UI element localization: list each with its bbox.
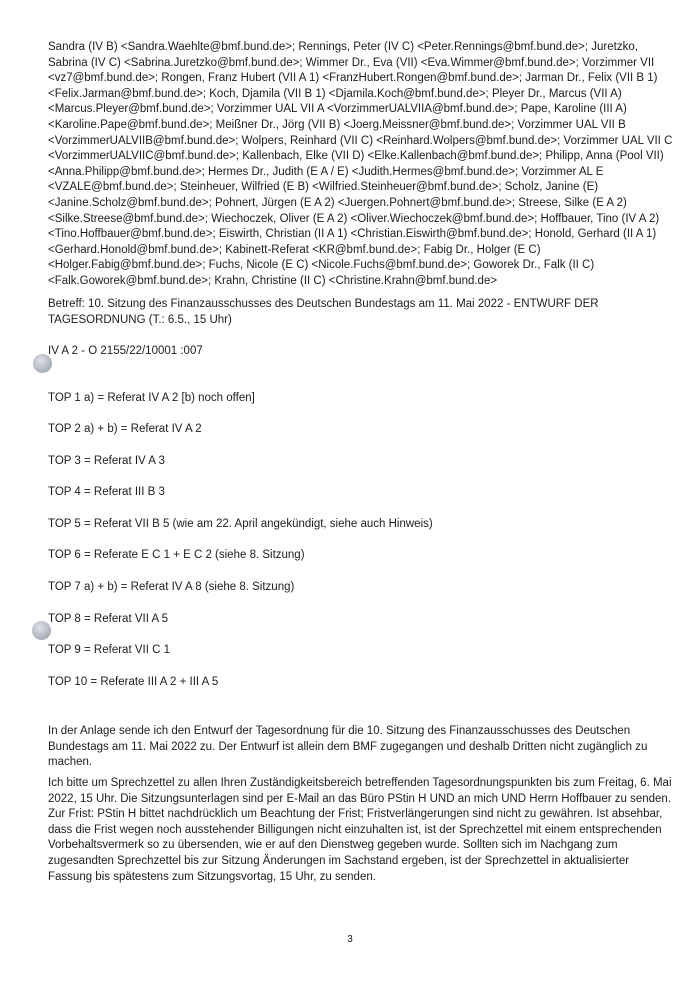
body-paragraph-enclosure: In der Anlage sende ich den Entwurf der Tagesordnung für die 10. Sitzung des Finanzausschusses des Deutschen Bundestags am 11. Mai 2022 zu. Der Entwurf ist allein dem BMF zugegangen und deshalb Dritten nicht zugänglich zu machen. [48, 725, 648, 769]
email-subject: Betreff: 10. Sitzung des Finanzausschusses des Deutschen Bundestags am 11. Mai 2022 - ENTWURF DER TAGESORDNUNG (T.: 6.5., 15 Uhr) [48, 298, 599, 326]
agenda-item: TOP 2 a) + b) = Referat IV A 2 [48, 423, 202, 435]
reference-number: IV A 2 - O 2155/22/10001 :007 [48, 345, 203, 357]
body-paragraph-request: Ich bitte um Sprechzettel zu allen Ihren Zuständigkeitsbereich betreffenden Tagesordnungspunkten bis zum Freitag, 6. Mai 2022, 15 Uhr. Die Sitzungsunterlagen sind per E-Mail an das Büro PStin H UND an mich UND Herrn Hoffbauer zu senden. Zur Frist: PStin H bittet nachdrücklich um Beachtung der Frist; Fristverlängerungen sind nicht zu gewähren. Ist absehbar, dass die Frist wegen noch ausstehender Billigungen nicht einzuhalten ist, ist der Sprechzettel mit einem entsprechenden Vorbehaltsvermerk so zu übersenden, wie er auf den Dienstweg gegeben wurde. Sollten sich im Nachgang zum zugesandten Sprechzettel bis zur Sitzung Änderungen im Sachstand ergeben, ist der Sprechzettel in aktualisierter Fassung bis spätestens zum Sitzungsvortag, 15 Uhr, zu senden. [48, 777, 672, 883]
agenda-item: TOP 5 = Referat VII B 5 (wie am 22. April angekündigt, siehe auch Hinweis) [48, 518, 433, 530]
agenda-item: TOP 4 = Referat III B 3 [48, 486, 165, 498]
agenda-item: TOP 1 a) = Referat IV A 2 [b) noch offen] [48, 392, 255, 404]
agenda-item: TOP 6 = Referate E C 1 + E C 2 (siehe 8. Sitzung) [48, 549, 305, 561]
agenda-item: TOP 9 = Referat VII C 1 [48, 644, 170, 656]
agenda-item: TOP 7 a) + b) = Referat IV A 8 (siehe 8. Sitzung) [48, 581, 295, 593]
agenda-item: TOP 8 = Referat VII A 5 [48, 613, 169, 625]
agenda-item: TOP 3 = Referat IV A 3 [48, 455, 165, 467]
punch-hole-mark [33, 354, 52, 373]
page-number: 3 [347, 934, 353, 945]
recipients-list: Sandra (IV B) <Sandra.Waehlte@bmf.bund.de>; Rennings, Peter (IV C) <Peter.Rennings@bmf.bund.de>; Juretzko, Sabrina (IV C) <Sabrina.Juretzko@bmf.bund.de>; Wimmer Dr., Eva (VII) <Eva.Wimmer@bmf.bund.de>; Vorzimmer VII <vz7@bmf.bund.de>; Rongen, Franz Hubert (VII A 1) <FranzHubert.Rongen@bmf.bund.de>; Jarman Dr., Felix (VII B 1) <Felix.Jarman@bmf.bund.de>; Koch, Djamila (VII B 1) <Djamila.Koch@bmf.bund.de>; Pleyer Dr., Marcus (VII A) <Marcus.Pleyer@bmf.bund.de>; Vorzimmer UAL VII A <VorzimmerUALVIIA@bmf.bund.de>; Pape, Karoline (III A) <Karoline.Pape@bmf.bund.de>; Meißner Dr., Jörg (VII B) <Joerg.Meissner@bmf.bund.de>; Vorzimmer UAL VII B <VorzimmerUALVIIB@bmf.bund.de>; Wolpers, Reinhard (VII C) <Reinhard.Wolpers@bmf.bund.de>; Vorzimmer UAL VII C <VorzimmerUALVIIC@bmf.bund.de>; Kallenbach, Elke (VII D) <Elke.Kallenbach@bmf.bund.de>; Philipp, Anna (Pool VII) <Anna.Philipp@bmf.bund.de>; Hermes Dr., Judith (E A / E) <Judith.Hermes@bmf.bund.de>; Vorzimmer AL E <VZALE@bmf.bund.de>; Steinheuer, Wilfried (E B) <Wilfried.Steinheuer@bmf.bund.de>; Scholz, Janine (E) <Janine.Scholz@bmf.bund.de>; Pohnert, Jürgen (E A 2) <Juergen.Pohnert@bmf.bund.de>; Streese, Silke (E A 2) <Silke.Streese@bmf.bund.de>; Wiechoczek, Oliver (E A 2) <Oliver.Wiechoczek@bmf.bund.de>; Hoffbauer, Tino (IV A 2) <Tino.Hoffbauer@bmf.bund.de>; Eiswirth, Christian (II A 1) <Christian.Eiswirth@bmf.bund.de>; Honold, Gerhard (II A 1) <Gerhard.Honold@bmf.bund.de>; Kabinett-Referat <KR@bmf.bund.de>; Fabig Dr., Holger (E C) <Holger.Fabig@bmf.bund.de>; Fuchs, Nicole (E C) <Nicole.Fuchs@bmf.bund.de>; Goworek Dr., Falk (II C) <Falk.Goworek@bmf.bund.de>; Krahn, Christine (II C) <Christine.Krahn@bmf.bund.de> [48, 41, 673, 287]
agenda-item: TOP 10 = Referate III A 2 + III A 5 [48, 676, 219, 688]
